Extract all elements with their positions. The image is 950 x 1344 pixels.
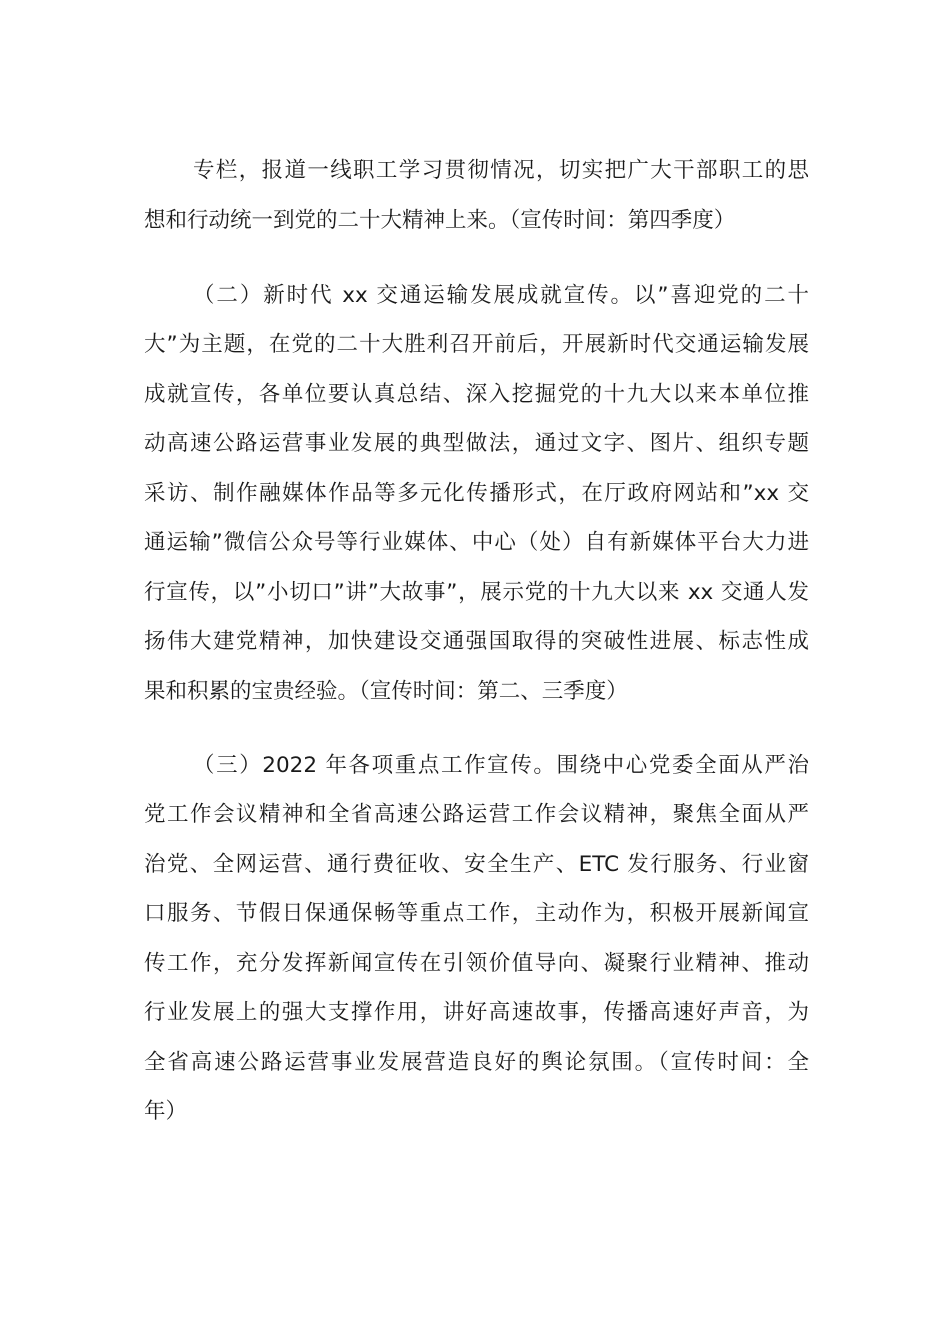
paragraph-line: 行宣传，以”小切口”讲”大故事”，展示党的十九大以来 xx 交通人发 bbox=[144, 580, 809, 605]
paragraph-line: 全省高速公路运营事业发展营造良好的舆论氛围。（宣传时间：全 bbox=[144, 1050, 809, 1075]
paragraph-line: 党工作会议精神和全省高速公路运营工作会议精神，聚焦全面从严 bbox=[144, 802, 809, 827]
paragraph-line: 专栏，报道一线职工学习贯彻情况，切实把广大干部职工的思 bbox=[193, 158, 809, 183]
paragraph-line: 年） bbox=[144, 1099, 188, 1124]
paragraph-line: 果和积累的宝贵经验。（宣传时间：第二、三季度） bbox=[144, 679, 628, 704]
paragraph-line: 动高速公路运营事业发展的典型做法，通过文字、图片、组织专题 bbox=[144, 431, 809, 456]
paragraph-line: 口服务、节假日保通保畅等重点工作，主动作为，积极开展新闻宣 bbox=[144, 901, 809, 926]
paragraph-line: 通运输”微信公众号等行业媒体、中心（处）自有新媒体平台大力进 bbox=[144, 530, 809, 555]
paragraph-line: 传工作，充分发挥新闻宣传在引领价值导向、凝聚行业精神、推动 bbox=[144, 951, 809, 976]
paragraph-line: 想和行动统一到党的二十大精神上来。（宣传时间：第四季度） bbox=[144, 208, 736, 233]
paragraph-line: 大”为主题，在党的二十大胜利召开前后，开展新时代交通运输发展 bbox=[144, 332, 809, 357]
paragraph-line: （二）新时代 xx 交通运输发展成就宣传。以”喜迎党的二十 bbox=[193, 283, 809, 308]
paragraph-line: 成就宣传，各单位要认真总结、深入挖掘党的十九大以来本单位推 bbox=[144, 382, 809, 407]
paragraph-line: 采访、制作融媒体作品等多元化传播形式，在厅政府网站和”xx 交 bbox=[144, 481, 809, 506]
paragraph-line: 治党、全网运营、通行费征收、安全生产、ETC 发行服务、行业窗 bbox=[144, 852, 809, 877]
paragraph-line: 扬伟大建党精神，加快建设交通强国取得的突破性进展、标志性成 bbox=[144, 629, 809, 654]
paragraph-line: 行业发展上的强大支撑作用，讲好高速故事，传播高速好声音，为 bbox=[144, 1000, 809, 1025]
paragraph-line: （三）2022 年各项重点工作宣传。围绕中心党委全面从严治 bbox=[193, 753, 809, 778]
